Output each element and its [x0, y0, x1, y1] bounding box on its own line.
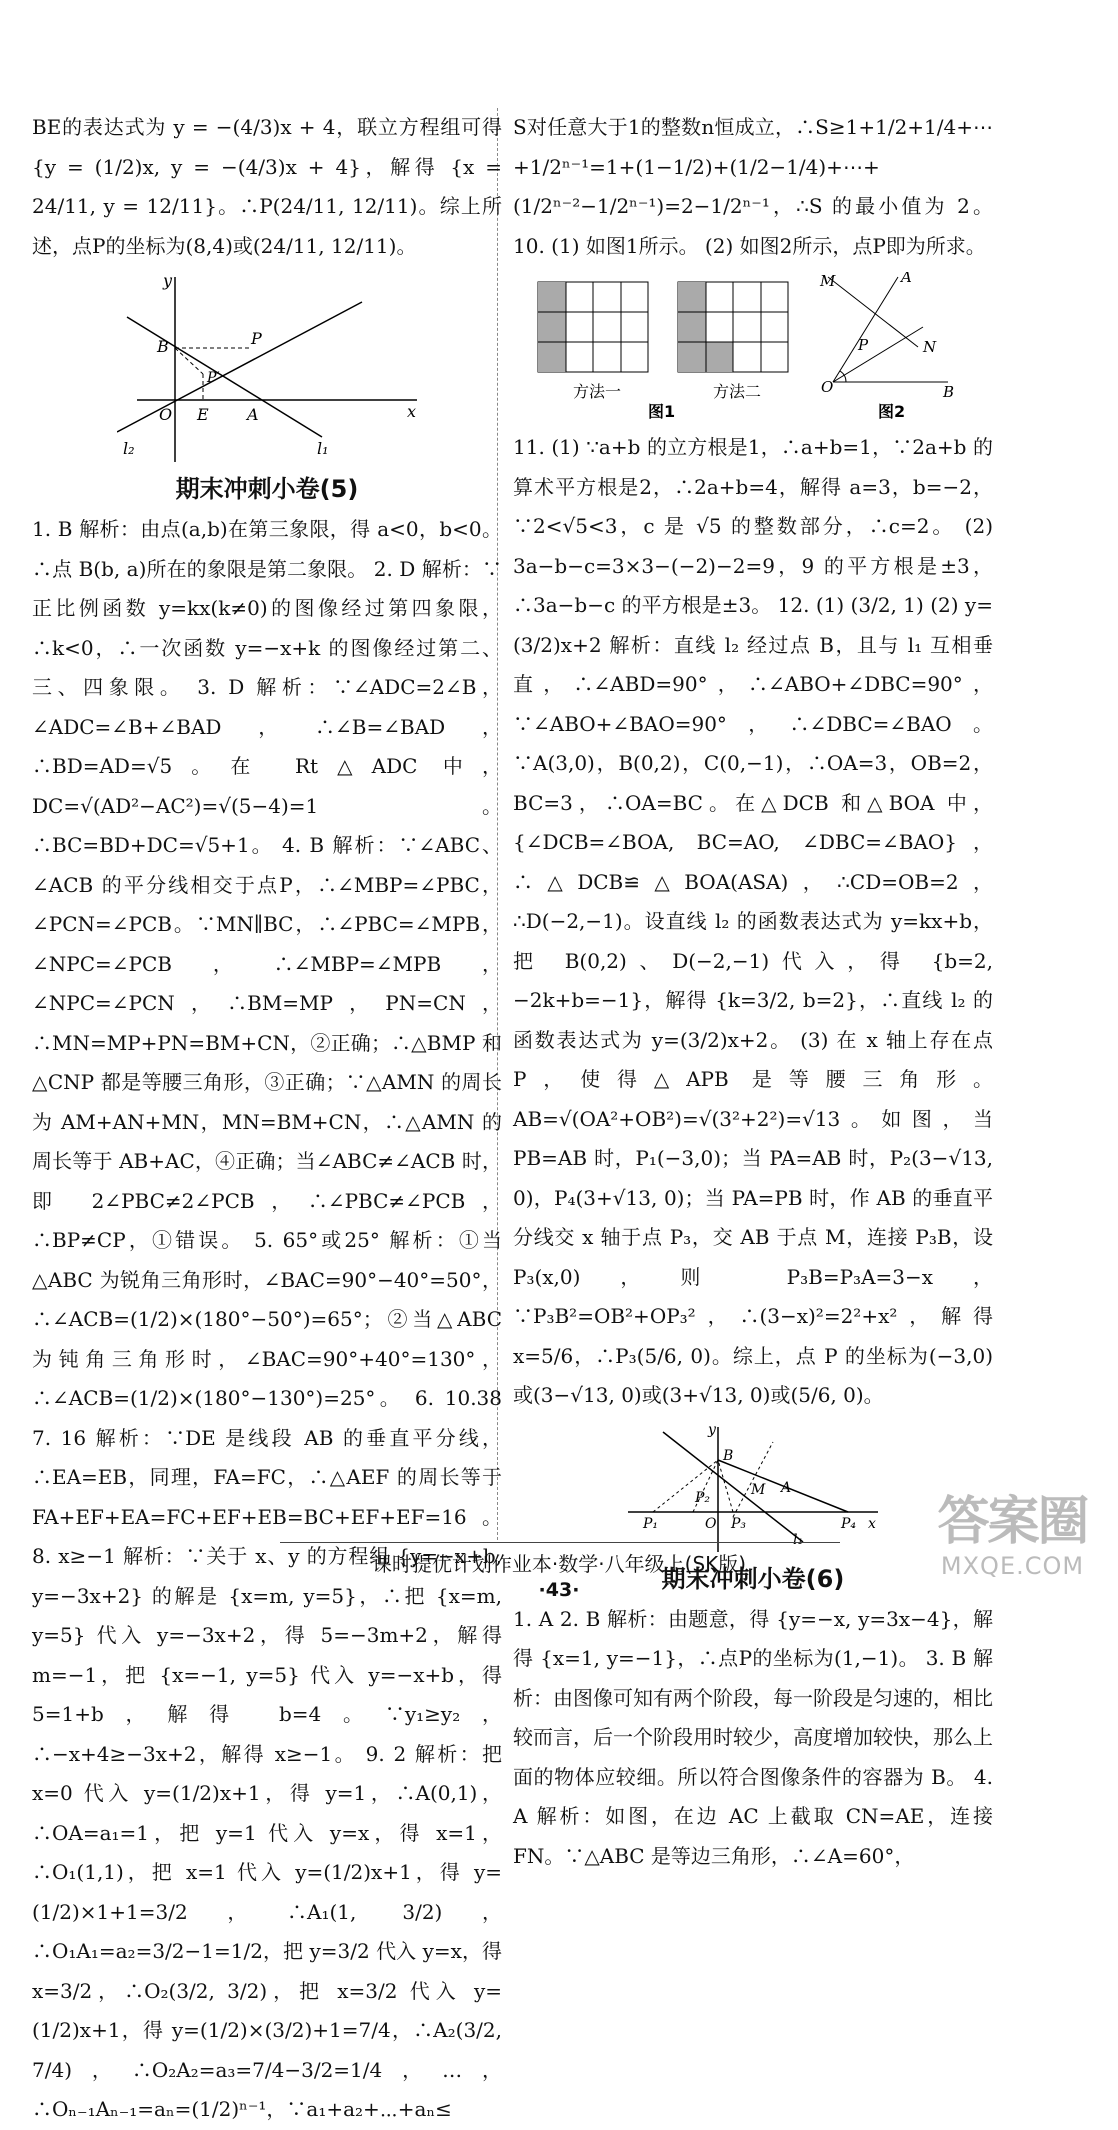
line-l1 [127, 317, 322, 437]
graph2-P2-label: P₂ [695, 1489, 711, 1506]
graph1-l2-label: l₂ [123, 439, 135, 458]
figure-1-2 [528, 272, 978, 422]
graph2-A-label: A [781, 1479, 792, 1496]
left-paragraph-1: BE的表达式为 y = −(4/3)x + 4，联立方程组可得 {y = (1/2)x, y = −(4/3)x + 4}，解得 {x = 24/11, y = 12/11}。∴P(24/11, 12/11)。综上所述，点P的坐标为(8,4)或(24/11, 12/11)。 [32, 115, 502, 258]
grid-method-2 [678, 282, 788, 372]
section-5-body: 1. B 解析：由点(a,b)在第三象限，得 a<0，b<0。∴点 B(b, a)所在的象限是第二象限。 2. D 解析：∵正比例函数 y=kx(k≠0)的图像经过第四象限，∴k<0，∴一次函数 y=−x+k 的图像经过第二、三、四象限。 3. D 解析：∵∠ADC=2∠B，∠ADC=∠B+∠BAD，∴∠B=∠BAD，∴BD=AD=√5。在 Rt△ADC 中，DC=√(AD²−AC²)=√(5−4)=1。∴BC=BD+DC=√5+1。 4. B 解析：∵∠ABC、∠ACB 的平分线相交于点P，∴∠MBP=∠PBC，∠PCN=∠PCB。∵MN∥BC，∴∠PBC=∠MPB，∠NPC=∠PCB，∴∠MBP=∠MPB，∠NPC=∠PCN，∴BM=MP，PN=CN，∴MN=MP+PN=BM+CN，②正确；∴△BMP 和△CNP 都是等腰三角形，③正确；∵△AMN 的周长为 AM+AN+MN，MN=BM+CN，∴△AMN 的周长等于 AB+AC，④正确；当∠ABC≠∠ACB 时，即 2∠PBC≠2∠PCB，∴∠PBC≠∠PCB，∴BP≠CP，①错误。 5. 65°或25° 解析：①当△ABC 为锐角三角形时，∠BAC=90°−40°=50°，∴∠ACB=(1/2)×(180°−50°)=65°；②当△ABC 为钝角三角形时，∠BAC=90°+40°=130°，∴∠ACB=(1/2)×(180°−130°)=25°。 6. 10.38 7. 16 解析：∵DE 是线段 AB 的垂直平分线，∴EA=EB，同理，FA=FC，∴△AEF 的周长等于 FA+EF+EA=FC+EF+EB=BC+EF+EF=16。 8. x≥−1 解析：∵关于 x、y 的方程组 {y=−x+b, y=−3x+2} 的解是 {x=m, y=5}，∴把 {x=m, y=5} 代入 y=−3x+2，得 5=−3m+2，解得 m=−1，把 {x=−1, y=5} 代入 y=−x+b，得 5=1+b，解得 b=4。∵y₁≥y₂，∴−x+4≥−3x+2，解得 x≥−1。 9. 2 解析：把 x=0 代入 y=(1/2)x+1，得 y=1，∴A(0,1)，∴OA=a₁=1，把 y=1 代入 y=x，得 x=1，∴O₁(1,1)，把 x=1 代入 y=(1/2)x+1，得 y=(1/2)×1+1=3/2，∴A₁(1, 3/2)，∴O₁A₁=a₂=3/2−1=1/2，把 y=3/2 代入 y=x，得 x=3/2，∴O₂(3/2, 3/2)，把 x=3/2 代入 y=(1/2)x+1，得 y=(1/2)×(3/2)+1=7/4，∴A₂(3/2, 7/4)，∴O₂A₂=a₃=7/4−3/2=1/4，…，∴Oₙ₋₁Aₙ₋₁=aₙ=(1/2)ⁿ⁻¹，∵a₁+a₂+⋯+aₙ≤ [32, 517, 502, 2121]
right-paragraph-2: 11. (1) ∵a+b 的立方根是1，∴a+b=1，∵2a+b 的算术平方根是2，∴2a+b=4，解得 a=3，b=−2，∵2<√5<3，c 是 √5 的整数部分，∴c=2。 (2) 3a−b−c=3×3−(−2)−2=9，9 的平方根是±3，∴3a−b−c 的平方根是±3。 12. (1) (3/2, 1) (2) y=(3/2)x+2 解析：直线 l₂ 经过点 B，且与 l₁ 互相垂直，∴∠ABD=90°，∴∠ABO+∠DBC=90°，∵∠ABO+∠BAO=90°，∴∠DBC=∠BAO。∵A(3,0)，B(0,2)，C(0,−1)，∴OA=3，OB=2，BC=3，∴OA=BC。在△DCB 和△BOA 中，{∠DCB=∠BOA, BC=AO, ∠DBC=∠BAO}，∴△DCB≌△BOA(ASA)，∴CD=OB=2，∴D(−2,−1)。设直线 l₂ 的函数表达式为 y=kx+b，把 B(0,2)、D(−2,−1)代入，得 {b=2, −2k+b=−1}，解得 {k=3/2, b=2}，∴直线 l₂ 的函数表达式为 y=(3/2)x+2。 (3) 在 x 轴上存在点 P，使得△APB 是等腰三角形。AB=√(OA²+OB²)=√(3²+2²)=√13。如图，当 PB=AB 时，P₁(−3,0)；当 PA=AB 时，P₂(3−√13, 0)，P₄(3+√13, 0)；当 PA=PB 时，作 AB 的垂直平分线交 x 轴于点 P₃，交 AB 于点 M，连接 P₃B，设 P₃(x,0)，则 P₃B=P₃A=3−x，∵P₃B²=OB²+OP₃²，∴(3−x)²=2²+x²，解得 x=5/6，∴P₃(5/6, 0)。综上，点 P 的坐标为(−3,0)或(3−√13, 0)或(3+√13, 0)或(5/6, 0)。 [513, 435, 993, 1407]
method-2-caption: 方法二 [713, 382, 762, 401]
watermark-url: MXQE.COM [940, 1552, 1085, 1580]
watermark-text: 答案圈 [937, 1492, 1088, 1552]
graph1-Pp-label: P′ [207, 370, 220, 386]
graph1-O-label: O [159, 405, 173, 424]
method-1-caption: 方法一 [573, 382, 622, 401]
graph1-y-label: y [163, 272, 173, 290]
graph-1 [117, 272, 417, 462]
angle-figure-2 [828, 277, 948, 382]
fig1-caption: 图1 [648, 402, 676, 421]
graph2-l1-label: l₁ [793, 1531, 804, 1548]
graph1-x-label: x [407, 402, 417, 421]
fig2-N-label: N [923, 338, 937, 356]
graph2-P3-label: P₃ [731, 1515, 747, 1532]
graph2-M-label: M [751, 1481, 766, 1498]
graph-2 [623, 1422, 883, 1552]
graph1-E-label: E [197, 405, 209, 424]
footer-title: 课时提优计划作业本·数学·八年级上(SK版) [371, 1552, 747, 1576]
right-paragraph-1: S对任意大于1的整数n恒成立，∴S≥1+1/2+1/4+⋯+1/2ⁿ⁻¹=1+(1−1/2)+(1/2−1/4)+⋯+(1/2ⁿ⁻²−1/2ⁿ⁻¹)=2−1/2ⁿ⁻¹，∴S 的最小值为 2。 10. (1) 如图1所示。 (2) 如图2所示，点P即为所求。 [513, 115, 993, 258]
graph1-A-label: A [247, 405, 259, 424]
fig2-P-label: P [858, 336, 869, 354]
graph2-B-label: B [723, 1447, 734, 1464]
section-6-title: 期末冲刺小卷(6) [661, 1564, 845, 1593]
graph1-P-label: P [251, 329, 262, 348]
graph2-P4-label: P₄ [841, 1515, 857, 1532]
graph2-y-label: y [708, 1421, 716, 1438]
graph1-l1-label: l₁ [317, 439, 329, 458]
graph1-B-label: B [157, 337, 169, 356]
footer-rule [280, 1542, 840, 1543]
fig2-O-label: O [821, 378, 834, 396]
graph2-x-label: x [868, 1515, 876, 1532]
graph2-O-label: O [705, 1515, 717, 1532]
fig2-caption: 图2 [878, 402, 906, 421]
section-6-body: 1. A 2. B 解析：由题意，得 {y=−x, y=3x−4}，解得 {x=1, y=−1}，∴点P的坐标为(1,−1)。 3. B 解析：由图像可知有两个阶段，每一阶段是匀速的，相比较而言，后一个阶段用时较少，高度增加较快，那么上面的物体应较细。所以符合图像条件的容器为 B。 4. A 解析：如图，在边 AC 上截取 CN=AE，连接 FN。∵△ABC 是等边三角形，∴∠A=60°， [513, 1606, 993, 1868]
grid-method-1 [538, 282, 648, 372]
left-column [32, 108, 502, 2130]
fig2-A-label: A [901, 272, 912, 286]
fig2-M-label: M [820, 272, 836, 290]
watermark-logo [925, 1492, 1100, 1592]
fig2-B-label: B [943, 383, 955, 401]
graph2-P1-label: P₁ [643, 1515, 659, 1532]
right-column [513, 108, 993, 1876]
page-number: ·43· [538, 1579, 580, 1601]
section-5-title: 期末冲刺小卷(5) [175, 475, 359, 503]
line-l2 [117, 302, 362, 432]
